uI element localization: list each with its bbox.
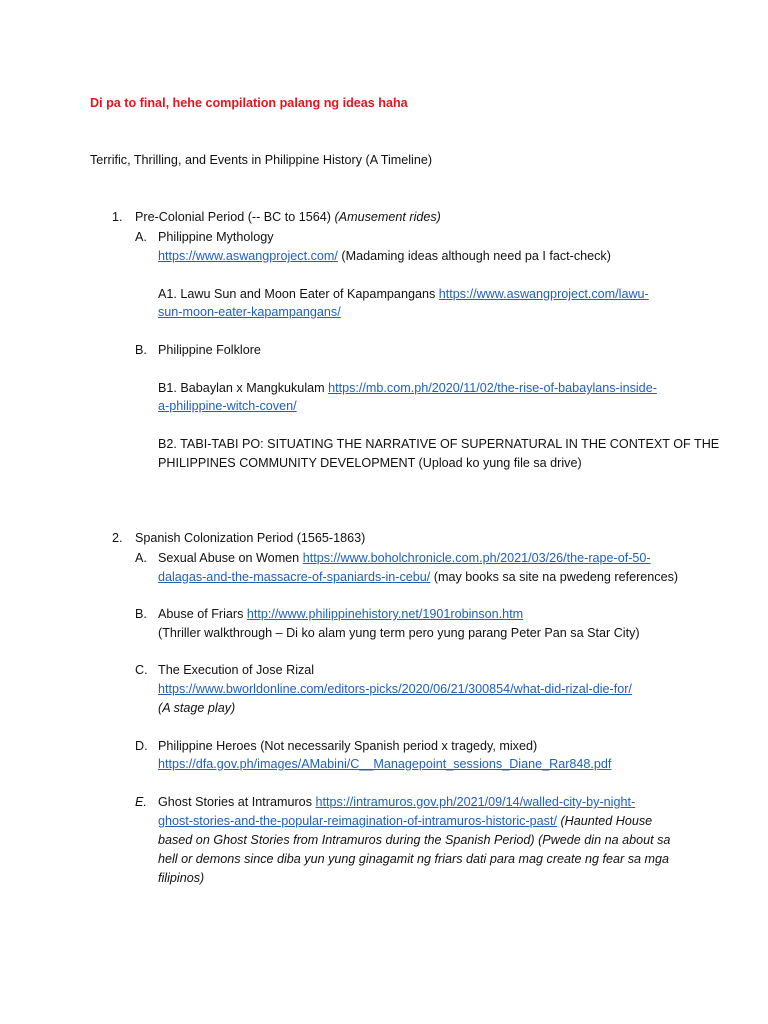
item-b1-line-2 [158, 398, 297, 414]
item-a1-title: A1. Lawu Sun and Moon Eater of Kapampangans [158, 287, 439, 301]
item-2e-note-1: (Haunted House [556, 814, 653, 828]
lawu-link-part-1[interactable]: https://www.aswangproject.com/lawu- [438, 287, 649, 301]
item-2e-title: Ghost Stories at Intramuros [158, 795, 316, 809]
section-1-number: 1. [112, 210, 123, 224]
item-1a-note: (Madaming ideas although need pa I fact-check) [337, 249, 611, 263]
item-1a-letter: A. [135, 230, 147, 244]
item-2a-line-2 [158, 569, 678, 585]
item-2c-title: The Execution of Jose Rizal [158, 663, 315, 677]
aswang-project-link[interactable]: https://www.aswangproject.com/ [158, 249, 338, 263]
item-1a-link-line [158, 248, 611, 264]
item-2b-line [158, 606, 523, 622]
bworld-rizal-link[interactable]: https://www.bworldonline.com/editors-picks/2020/06/21/300854/what-did-rizal-die-for/ [158, 682, 632, 696]
lawu-link-part-2[interactable]: sun-moon-eater-kapampangans/ [158, 305, 341, 319]
item-2c-note: (A stage play) [158, 701, 236, 715]
babaylan-link-part-1[interactable]: https://mb.com.ph/2020/11/02/the-rise-of-babaylans-inside- [328, 381, 657, 395]
section-1-heading [135, 209, 441, 225]
item-b1-line [158, 380, 657, 396]
item-2d-letter: D. [135, 739, 148, 753]
item-2b-note: (Thriller walkthrough – Di ko alam yung term pero yung parang Peter Pan sa Star City) [158, 626, 640, 640]
section-2-title: Spanish Colonization Period (1565-1863) [135, 531, 366, 545]
intramuros-link-part-1[interactable]: https://intramuros.gov.ph/2021/09/14/walled-city-by-night- [315, 795, 636, 809]
item-2e-letter: E. [135, 795, 147, 809]
dfa-mabini-link[interactable]: https://dfa.gov.ph/images/AMabini/C__Managepoint_sessions_Diane_Rar848.pdf [158, 757, 612, 771]
item-1a-title: Philippine Mythology [158, 230, 274, 244]
babaylan-link-part-2[interactable]: a-philippine-witch-coven/ [158, 399, 297, 413]
draft-note: Di pa to final, hehe compilation palang ng ideas haha [90, 96, 408, 110]
item-1b-title: Philippine Folklore [158, 343, 261, 357]
section-2-number: 2. [112, 531, 123, 545]
item-b2-line-2 [158, 455, 582, 471]
bohol-chronicle-link-part-1[interactable]: https://www.boholchronicle.com.ph/2021/03/26/the-rape-of-50- [302, 551, 651, 565]
item-a1-line-2 [158, 304, 341, 320]
item-2e-note-3: hell or demons since diba yun yung ginagamit ng friars dati para mag create ng fear sa mga [158, 852, 670, 866]
item-2a-note: (may books sa site na pwedeng references) [430, 570, 679, 584]
item-b1-title: B1. Babaylan x Mangkukulam [158, 381, 329, 395]
philippine-history-link[interactable]: http://www.philippinehistory.net/1901robinson.htm [246, 607, 524, 621]
item-2e-line-2 [158, 813, 652, 829]
item-b2-note: (Upload ko yung file sa drive) [415, 456, 582, 470]
item-2a-letter: A. [135, 551, 147, 565]
item-2a-line [158, 550, 651, 566]
item-2e-note-2: based on Ghost Stories from Intramuros during the Spanish Period) (Pwede din na about sa [158, 833, 671, 847]
item-b2-line-1: B2. TABI-TABI PO: SITUATING THE NARRATIVE OF SUPERNATURAL IN THE CONTEXT OF THE [158, 437, 720, 451]
item-2c-link-line [158, 681, 632, 697]
section-1-title: Pre-Colonial Period (-- BC to 1564) [135, 210, 335, 224]
item-2a-title: Sexual Abuse on Women [158, 551, 303, 565]
bohol-chronicle-link-part-2[interactable]: dalagas-and-the-massacre-of-spaniards-in-cebu/ [158, 570, 431, 584]
intramuros-link-part-2[interactable]: ghost-stories-and-the-popular-reimagination-of-intramuros-historic-past/ [158, 814, 557, 828]
item-a1-line [158, 286, 649, 302]
item-2d-title: Philippine Heroes (Not necessarily Spanish period x tragedy, mixed) [158, 739, 538, 753]
item-2b-letter: B. [135, 607, 147, 621]
item-2e-line [158, 794, 635, 810]
item-2c-letter: C. [135, 663, 148, 677]
item-2b-title: Abuse of Friars [158, 607, 247, 621]
item-b2-title-end: PHILIPPINES COMMUNITY DEVELOPMENT [158, 456, 416, 470]
item-2d-link-line [158, 756, 611, 772]
item-2e-note-4: filipinos) [158, 871, 205, 885]
item-1b-letter: B. [135, 343, 147, 357]
document-title: Terrific, Thrilling, and Events in Philippine History (A Timeline) [90, 153, 433, 167]
section-1-note: (Amusement rides) [334, 210, 441, 224]
